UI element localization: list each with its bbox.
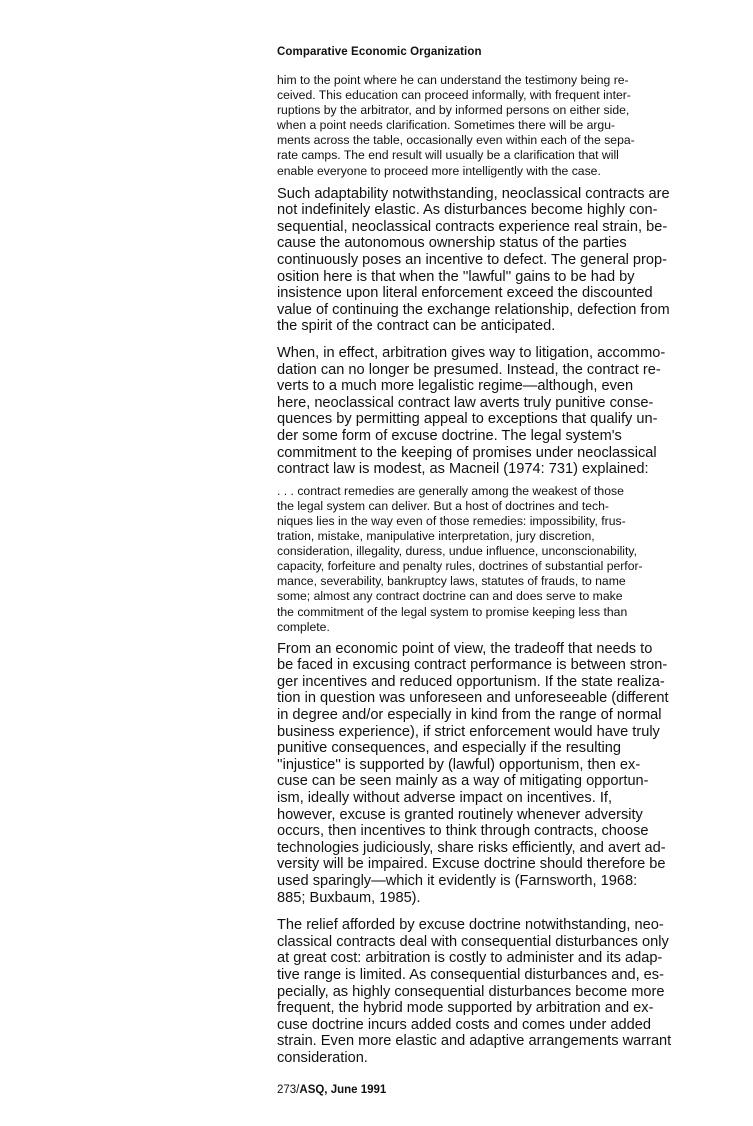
text-line: continuously poses an incentive to defect. The general prop- [277, 252, 667, 269]
text-line: frequent, the hybrid mode supported by arbitration and ex- [277, 1000, 654, 1017]
paragraph-testimony [277, 73, 697, 179]
text-line: ism, ideally without adverse impact on incentives. If, [277, 790, 612, 807]
text-line: When, in effect, arbitration gives way to litigation, accommo- [277, 345, 666, 361]
text-line: value of continuing the exchange relationship, defection from [277, 301, 670, 318]
text-line: be faced in excusing contract performance is between stron- [277, 657, 668, 674]
text-line: used sparingly—which it evidently is (Farnsworth, 1968: [277, 873, 638, 889]
paragraph-tradeoff [277, 641, 697, 907]
page [277, 44, 697, 1098]
page-number: 273/ [277, 1083, 300, 1096]
text-line: rate camps. The end result will usually be a clarification that will [277, 148, 619, 163]
text-line: . . . contract remedies are generally among the weakest of those [277, 483, 624, 498]
text-line: consideration, illegality, duress, undue influence, unconscionability, [277, 544, 637, 559]
text-line: From an economic point of view, the tradeoff that needs to [277, 640, 653, 657]
text-line: ''injustice'' is supported by (lawful) opportunism, then ex- [277, 756, 641, 773]
text-line: 885; Buxbaum, 1985). [277, 889, 421, 906]
text-line: not indefinitely elastic. As disturbances become highly con- [277, 202, 658, 219]
text-line: when a point needs clarification. Sometimes there will be argu- [277, 118, 616, 133]
text-line: at great cost: arbitration is costly to administer and its adap- [277, 950, 663, 967]
text-line: ments across the table, occasionally even within each of the sepa- [277, 133, 635, 148]
text-line: cause the autonomous ownership status of the parties [277, 235, 627, 252]
block-quote-macneil [277, 484, 697, 635]
text-line: ruptions by the arbitrator, and by informed persons on either side, [277, 103, 630, 118]
paragraph-excuse-doctrine [277, 917, 697, 1066]
text-line: tration, mistake, manipulative interpretation, jury discretion, [277, 529, 595, 544]
text-line: cuse can be seen mainly as a way of mitigating opportun- [277, 773, 649, 790]
text-line: osition here is that when the ''lawful'' gains to be had by [277, 268, 635, 285]
page-footer [277, 1082, 697, 1098]
text-line: The relief afforded by excuse doctrine notwithstanding, neo- [277, 917, 664, 934]
text-line: ger incentives and reduced opportunism. If the state realiza- [277, 673, 665, 690]
text-line: der some form of excuse doctrine. The legal system's [277, 427, 622, 444]
text-line: tive range is limited. As consequential disturbances and, es- [277, 966, 664, 983]
text-line: complete. [277, 619, 330, 634]
text-line: the commitment of the legal system to promise keeping less than [277, 604, 628, 619]
text-line: capacity, forfeiture and penalty rules, doctrines of substantial perfor- [277, 559, 643, 574]
text-line: classical contracts deal with consequential disturbances only [277, 933, 669, 950]
running-head: Comparative Economic Organization [277, 46, 482, 58]
paragraph-litigation [277, 345, 697, 478]
text-line: business experience), if strict enforcement would have truly [277, 723, 660, 740]
journal-citation: ASQ, June 1991 [299, 1083, 387, 1096]
paragraph-adaptability [277, 186, 697, 335]
text-line: mance, severability, bankruptcy laws, statutes of frauds, to name [277, 574, 626, 589]
text-line: the spirit of the contract can be anticipated. [277, 318, 556, 335]
text-line: tion in question was unforeseen and unforeseeable (different [277, 690, 669, 707]
text-line: Such adaptability notwithstanding, neoclassical contracts are [277, 185, 670, 202]
text-line: sequential, neoclassical contracts experience real strain, be- [277, 218, 668, 235]
text-line: pecially, as highly consequential disturbances become more [277, 983, 665, 1000]
text-line: strain. Even more elastic and adaptive arrangements warrant [277, 1033, 672, 1050]
text-line: quences by permitting appeal to exceptions that qualify un- [277, 411, 658, 428]
text-line: versity will be impaired. Excuse doctrine should therefore be [277, 856, 666, 873]
text-line: niques lies in the way even of those remedies: impossibility, frus- [277, 513, 626, 528]
text-line: insistence upon literal enforcement exceed the discounted [277, 285, 653, 302]
text-line: him to the point where he can understand the testimony being re- [277, 73, 629, 87]
text-line: however, excuse is granted routinely whenever adversity [277, 806, 643, 823]
text-line: contract law is modest, as Macneil (1974: 731) explained: [277, 461, 649, 478]
text-line: occurs, then incentives to think through contracts, choose [277, 823, 649, 840]
text-line: dation can no longer be presumed. Instead, the contract re- [277, 361, 661, 378]
text-line: in degree and/or especially in kind from the range of normal [277, 707, 662, 724]
text-line: here, neoclassical contract law averts truly punitive conse- [277, 394, 654, 411]
text-line: the legal system can deliver. But a host of doctrines and tech- [277, 498, 609, 513]
text-line: consideration. [277, 1049, 368, 1066]
text-line: enable everyone to proceed more intelligently with the case. [277, 163, 601, 178]
text-line: verts to a much more legalistic regime—although, even [277, 378, 634, 395]
text-line: some; almost any contract doctrine can and does serve to make [277, 589, 623, 604]
text-line: technologies judiciously, share risks efficiently, and avert ad- [277, 839, 666, 856]
text-line: commitment to the keeping of promises under neoclassical [277, 444, 657, 461]
text-line: punitive consequences, and especially if the resulting [277, 740, 621, 757]
text-line: cuse doctrine incurs added costs and comes under added [277, 1016, 651, 1033]
text-line: ceived. This education can proceed informally, with frequent inter- [277, 88, 631, 103]
